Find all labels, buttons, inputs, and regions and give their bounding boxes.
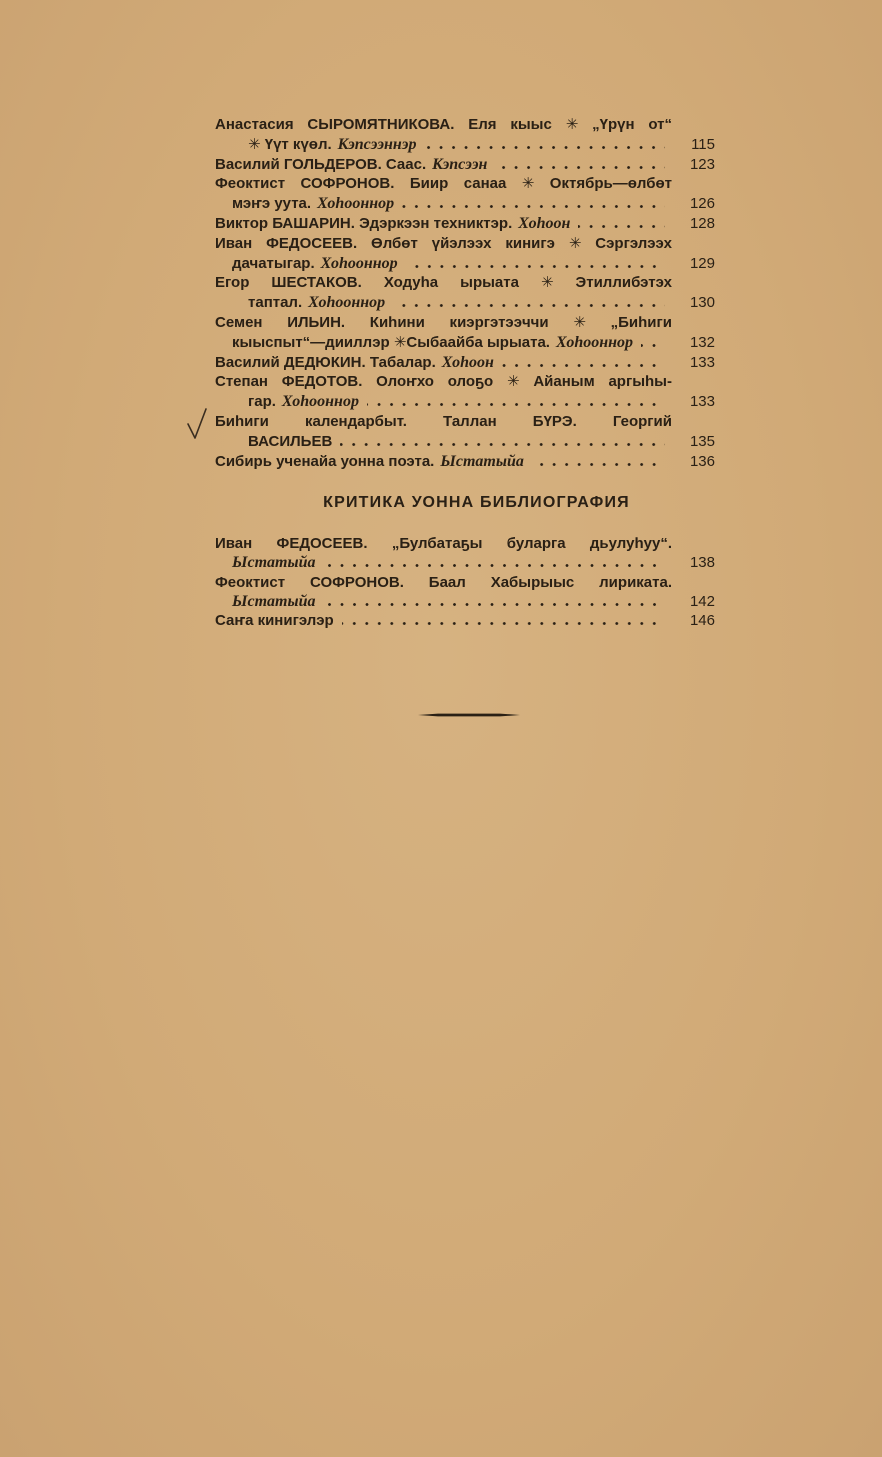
- page-number: 123: [689, 155, 715, 173]
- page-number: 126: [689, 195, 715, 213]
- entry-title-line: Иван ФЕДОСЕЕВ. Өлбөт үйэлээх кинигэ ✳ Сэргэлээх: [215, 234, 672, 252]
- leader-dots: [342, 622, 665, 625]
- page-number: 130: [689, 294, 715, 312]
- entry-genre: Хоһооннор: [317, 195, 395, 213]
- toc-entry: [215, 155, 715, 175]
- entry-title-line: Егор ШЕСТАКОВ. Ходуһа ырыата ✳ Этиллибэтэх: [215, 274, 672, 292]
- toc-entry: [215, 234, 715, 274]
- page-number: 129: [689, 254, 715, 272]
- toc-entry: [215, 412, 715, 452]
- entry-text: Василий ДЕДЮКИН. Табалар.: [215, 353, 436, 371]
- page-number: 138: [689, 554, 715, 572]
- entry-genre: Ыстатыйа: [440, 452, 524, 470]
- leader-dots: [502, 364, 665, 367]
- page-number: 133: [689, 393, 715, 411]
- leader-dots: [324, 564, 666, 567]
- page-number: 133: [689, 353, 715, 371]
- page-number: 146: [689, 612, 715, 630]
- leader-dots: [406, 265, 665, 268]
- entry-text: Сибирь ученайа уонна поэта.: [215, 452, 435, 470]
- entry-text: гар.: [248, 393, 276, 411]
- entry-last-line: [215, 432, 715, 452]
- entry-genre: Хоһооннор: [281, 393, 359, 411]
- entry-genre: Хоһооннор: [320, 254, 398, 272]
- leader-dots: [495, 166, 665, 169]
- entry-genre: Ыстатыйа: [232, 554, 316, 572]
- leader-dots: [424, 146, 665, 149]
- entry-genre: Ыстатыйа: [232, 592, 316, 610]
- toc-entry: [215, 534, 715, 573]
- leader-dots: [324, 603, 666, 606]
- toc-entry: [215, 353, 715, 373]
- entry-last-line: [215, 293, 715, 313]
- entry-text: Саҥа кинигэлэр: [215, 612, 334, 630]
- toc-entry: [215, 313, 715, 353]
- entry-title-line: Иван ФЕДОСЕЕВ. „Булбатаҕы буларга дьулуһуу“.: [215, 535, 672, 552]
- toc-entry: [215, 611, 715, 630]
- entry-last-line: [215, 553, 715, 572]
- leader-dots: [393, 304, 665, 307]
- table-of-contents: [215, 115, 715, 471]
- entry-title-line: Степан ФЕДОТОВ. Олоҥхо олоҕо ✳ Айаным аргыһы-: [215, 373, 672, 391]
- entry-title-line: Феоктист СОФРОНОВ. Биир санаа ✳ Октябрь—өлбөт: [215, 175, 672, 193]
- entry-last-line: [215, 254, 715, 274]
- toc-entry: [215, 573, 715, 612]
- entry-text: Василий ГОЛЬДЕРОВ. Саас.: [215, 155, 427, 173]
- entry-text: дачатыгар.: [232, 254, 315, 272]
- entry-text: кыыспыт“—дииллэр ✳Сыбаайба ырыата.: [232, 333, 550, 351]
- page-number: 132: [689, 333, 715, 351]
- entry-title-line: Биһиги календарбыт. Таллан БҮРЭ. Георгий: [215, 412, 672, 430]
- page-number: 128: [689, 214, 715, 232]
- entry-genre: Кэпсээннэр: [337, 135, 417, 153]
- entry-last-line: [215, 194, 715, 214]
- entry-text: таптал.: [248, 294, 303, 312]
- leader-dots: [578, 225, 665, 228]
- leader-dots: [367, 403, 665, 406]
- page-number: 142: [689, 592, 715, 610]
- entry-text: мэҥэ уута.: [232, 195, 312, 213]
- section-heading: КРИТИКА УОННА БИБЛИОГРАФИЯ: [323, 494, 630, 511]
- entry-title-line: Феоктист СОФРОНОВ. Баал Хабырыыс лириката.: [215, 573, 672, 591]
- page-number: 136: [689, 452, 715, 470]
- entry-last-line: [215, 392, 715, 412]
- entry-last-line: [215, 135, 715, 155]
- entry-text: ✳ Үүт күөл.: [248, 135, 332, 153]
- page-number: 135: [689, 432, 715, 450]
- handwritten-check-mark: [184, 406, 210, 444]
- entry-genre: Хоһооннор: [308, 294, 386, 312]
- entry-last-line: [215, 452, 715, 472]
- page-number: 115: [691, 135, 715, 153]
- leader-dots: [532, 463, 665, 466]
- entry-title-line: Семен ИЛЬИН. Киһини киэргэтээччи ✳ „Биһиги: [215, 313, 672, 331]
- entry-genre: Хоһооннор: [555, 333, 633, 351]
- entry-text: Виктор БАШАРИН. Эдэркээн техниктэр.: [215, 214, 513, 232]
- leader-dots: [340, 443, 665, 446]
- toc-entry: [215, 452, 715, 472]
- entry-genre: Кэпсээн: [432, 155, 488, 173]
- entry-title-line: Анастасия СЫРОМЯТНИКОВА. Еля кыыс ✳ „Үрүн от“: [215, 116, 672, 133]
- entry-last-line: [215, 155, 715, 175]
- leader-dots: [641, 344, 665, 347]
- decorative-rule: [418, 712, 520, 718]
- toc-entry: [215, 115, 715, 155]
- entry-last-line: [215, 611, 715, 630]
- entry-last-line: [215, 592, 715, 611]
- entry-last-line: [215, 333, 715, 353]
- leader-dots: [402, 205, 665, 208]
- toc-entry: [215, 372, 715, 412]
- entry-text: ВАСИЛЬЕВ: [248, 432, 333, 450]
- entry-genre: Хоһоон: [518, 214, 571, 232]
- entry-last-line: [215, 353, 715, 373]
- toc-entry: [215, 214, 715, 234]
- toc-entry: [215, 273, 715, 313]
- toc-entry: [215, 174, 715, 214]
- criticism-section: [215, 534, 715, 630]
- entry-last-line: [215, 214, 715, 234]
- entry-genre: Хоһоон: [441, 353, 494, 371]
